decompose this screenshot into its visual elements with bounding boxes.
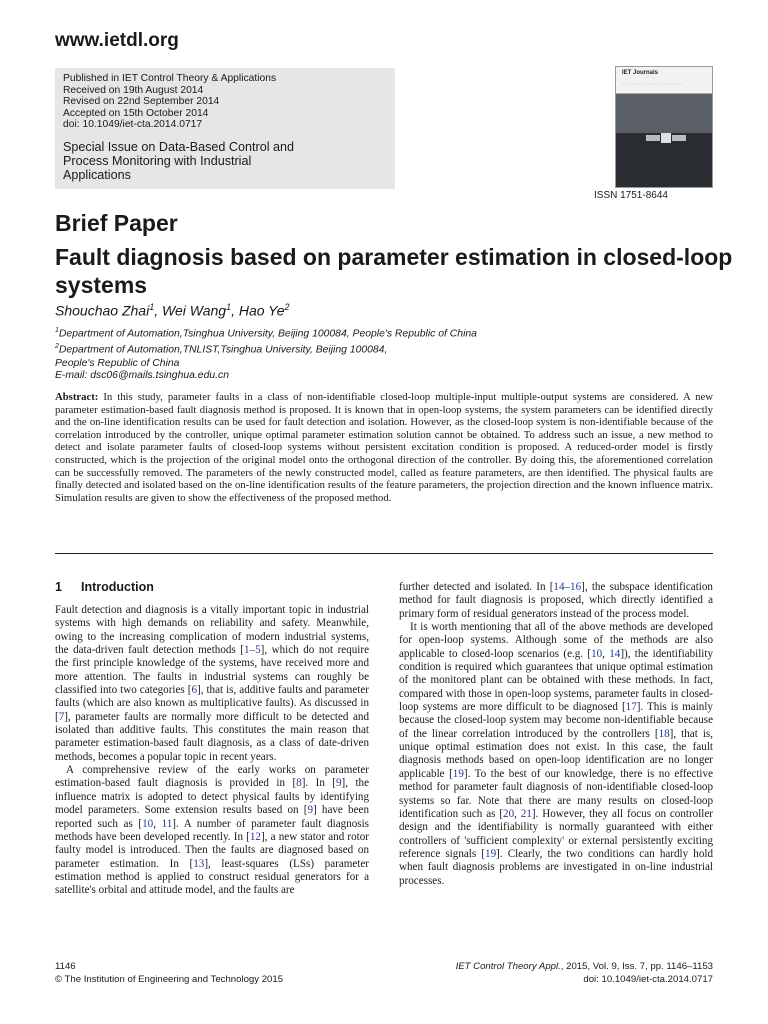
text-run: ], the influence matrix is adopted to detect physical faults by identifying model parameters. Some extension results based on [ (55, 777, 370, 817)
special-issue-line-3: Applications (63, 168, 131, 183)
citation-link[interactable]: 8 (296, 777, 302, 790)
affiliations (55, 325, 477, 383)
text-run: It is worth mentioning that all of the above methods are developed for open-loop systems. Although some of the methods are also applicable to closed-loop scenarios (e.g. [ (399, 621, 713, 660)
journal-citation (456, 961, 713, 972)
section-heading-introduction (55, 580, 154, 594)
abstract (55, 391, 713, 504)
affiliation-2-text: Department of Automation,TNLIST,Tsinghua University, Beijing 100084, (58, 344, 388, 356)
paragraph (399, 581, 713, 621)
cover-journal-title: IET Control Theory & Applications (622, 81, 682, 86)
text-run: ]. A number of parameter fault diagnosis methods have been developed recently. In [ (55, 817, 370, 843)
affiliation-1-mark: 1 (55, 327, 59, 334)
publication-info-box (55, 68, 395, 189)
left-column (55, 604, 369, 898)
text-run: ], the subspace identification method for fault diagnosis is proposed, which directly identified a primary form of residual generators instead of the process model. (399, 581, 713, 620)
text-run: ]. However, they all focus on controller design and the identifiability is normally guaranteed with either controllers of 'sufficient complexity' or external persistently exciting reference signals [ (399, 807, 713, 860)
text-run: ]. Clearly, the two conditions can hardly hold when fault diagnosis problems are investigated in on-line industrial processes. (399, 847, 714, 887)
section-divider (55, 553, 713, 554)
citation-link[interactable]: 9 (336, 777, 342, 790)
paragraph (55, 764, 369, 897)
citation-link[interactable]: 6 (191, 684, 197, 697)
section-number: 1 (55, 580, 62, 594)
citation-link[interactable]: 14–16 (553, 581, 582, 593)
text-run: ], that is, additive faults and parameter faults (which are also known as multiplicative faults). As discussed in [ (55, 684, 369, 723)
abstract-text: In this study, parameter faults in a class of non-identifiable closed-loop multiple-input multiple-output systems are considered. A new parameter estimation-based fault diagnosis method is proposed. It is known that in open-loop systems, the system parameters can be identified directly and the on-line identification results can be used for fault detection and isolation. However, as the closed-loop system is non-identifiable because of the correlation introduced by the controller, unique optimal parameter estimation solution cannot be obtained. To address such an issue, a new method to detect and isolate parameter faults of closed-loop systems without persistent excitation condition is proposed. A reduced-order model is firstly constructed, which is the projection of the original model onto the orthogonal direction of the controller. By doing this, the aforementioned correlation can be successfully removed. The parameters of the newly constructed model, called as feature parameters, are then identified. The physical faults are finally detected and isolated based on the on-line identification results of the feature parameters, the projection direction and the known influence matrix. Simulation results are given to show the effectiveness of the proposed method. (55, 391, 713, 504)
text-run: Fault detection and diagnosis is a vitally important topic in industrial systems with high demands on reliability and safety. Meanwhile, owing to the increasing complication of modern industrial systems, the data-driven fault detection methods [ (55, 604, 369, 657)
citation-link[interactable]: 14 (609, 647, 621, 660)
citation-link[interactable]: 9 (307, 804, 313, 817)
text-run: , (153, 817, 162, 830)
author-3: Hao Ye (238, 302, 285, 319)
issn: ISSN 1751-8644 (594, 190, 668, 201)
citation-link[interactable]: 1–5 (243, 644, 261, 657)
citation-link[interactable]: 7 (58, 710, 65, 723)
author-list (55, 302, 290, 319)
special-issue-line-1: Special Issue on Data-Based Control and (63, 139, 295, 154)
journal-name: IET Control Theory Appl. (455, 961, 561, 972)
affiliation-1 (55, 325, 477, 341)
accepted-date: Accepted on 15th October 2014 (63, 107, 209, 119)
paragraph (55, 604, 369, 764)
text-run: ], least-squares (LSs) parameter estimation method is applied to construct residual generators for a satellite's orbital and attitude model, and the faults are (55, 857, 370, 897)
copyright: © The Institution of Engineering and Technology 2015 (55, 974, 284, 985)
citation-link[interactable]: 11 (161, 817, 173, 830)
author-sep: , (154, 302, 162, 319)
affiliation-2 (55, 341, 477, 357)
page-number: 1146 (55, 961, 76, 972)
text-run: , (602, 647, 610, 660)
citation-link[interactable]: 10 (591, 647, 603, 660)
text-run: ]. This is mainly because the closed-loop system may become non-identifiable because of the linear correlation introduced by the controllers [ (399, 701, 713, 740)
text-run: ]), the identifiability condition is required which guarantees that unique optimal estimation of the monitored plant can be obtained with these methods. In fact, compared with those in open-loop systems, parameter faults in closed-loop systems are more difficult to be diagnosed [ (399, 647, 713, 714)
author-2-affil: 1 (226, 302, 232, 312)
citation-link[interactable]: 18 (658, 727, 670, 740)
footer-doi[interactable]: doi: 10.1049/iet-cta.2014.0717 (583, 974, 713, 985)
author-3-affil: 2 (284, 302, 290, 312)
author-1: Shouchao Zhai (55, 302, 150, 319)
satellite-icon (646, 127, 686, 149)
citation-link[interactable]: 12 (249, 830, 261, 843)
header-doi[interactable]: doi: 10.1049/iet-cta.2014.0717 (63, 119, 203, 130)
affiliation-2-mark: 2 (55, 343, 59, 351)
text-run: ], which do not require the first principle knowledge of the systems, have received more and more attention. The faults in industrial systems can roughly be classified into two categories [ (55, 644, 369, 697)
citation-link[interactable]: 19 (452, 767, 464, 780)
special-issue-line-2: Process Monitoring with Industrial (63, 153, 252, 168)
received-date: Received on 19th August 2014 (63, 84, 204, 96)
author-1-affil: 1 (149, 302, 155, 312)
text-run: ], parameter faults are normally more difficult to be detected and isolated than additive faults. This constitutes the main reason that parameter estimation-based fault diagnosis, as a class of date-driven methods, becomes a popular topic in recent years. (55, 710, 369, 763)
paper-type: Brief Paper (55, 210, 178, 236)
journal-volume: , 2015, Vol. 9, Iss. 7, pp. 1146–1153 (560, 961, 713, 972)
paper-title: Fault diagnosis based on parameter estimation in closed-loop systems (55, 244, 733, 298)
text-run: ] have been reported such as [ (55, 804, 370, 830)
right-column (399, 581, 713, 888)
published-in: Published in IET Control Theory & Applications (63, 73, 277, 84)
citation-link[interactable]: 19 (485, 847, 497, 860)
author-email[interactable]: E-mail: dsc06@mails.tsinghua.edu.cn (55, 370, 229, 382)
citation-link[interactable]: 13 (193, 857, 205, 870)
site-url[interactable]: www.ietdl.org (55, 30, 179, 51)
citation-link[interactable]: 20 (503, 807, 515, 820)
text-run: further detected and isolated. In [ (399, 581, 554, 593)
affiliation-1-text: Department of Automation,Tsinghua University, Beijing 100084, People's Republic of China (58, 328, 477, 340)
citation-link[interactable]: 10 (142, 817, 154, 830)
cover-brand: IET Journals (622, 70, 659, 76)
text-run: ]. To the best of our knowledge, there is no effective method for parameter fault diagnosis of non-identifiable closed-loop systems so far. Note that there are many results on closed-loop identification such as [ (399, 767, 713, 820)
abstract-label: Abstract: (55, 391, 99, 403)
paragraph (399, 621, 713, 888)
citation-link[interactable]: 17 (625, 701, 637, 714)
journal-cover-image (615, 66, 713, 188)
author-sep: , (231, 302, 239, 319)
text-run: ], a new stator and rotor faulty model is introduced. Then the faults are diagnosed based on parameter estimation. In [ (55, 830, 369, 870)
text-run: ], that is, unique optimal estimation does not exist. In this case, the fault diagnosis methods based on open-loop identification are no longer applicable [ (399, 727, 713, 780)
revised-date: Revised on 22nd September 2014 (63, 96, 220, 107)
text-run: ]. In [ (301, 777, 336, 790)
text-run: , (514, 807, 521, 820)
text-run: A comprehensive review of the early works on parameter estimation-based fault diagnosis is provided in [ (55, 764, 369, 790)
section-title: Introduction (81, 580, 154, 594)
author-2: Wei Wang (161, 302, 227, 319)
citation-link[interactable]: 21 (520, 807, 532, 820)
special-issue (63, 140, 395, 183)
affiliation-2-country: People's Republic of China (55, 357, 180, 369)
